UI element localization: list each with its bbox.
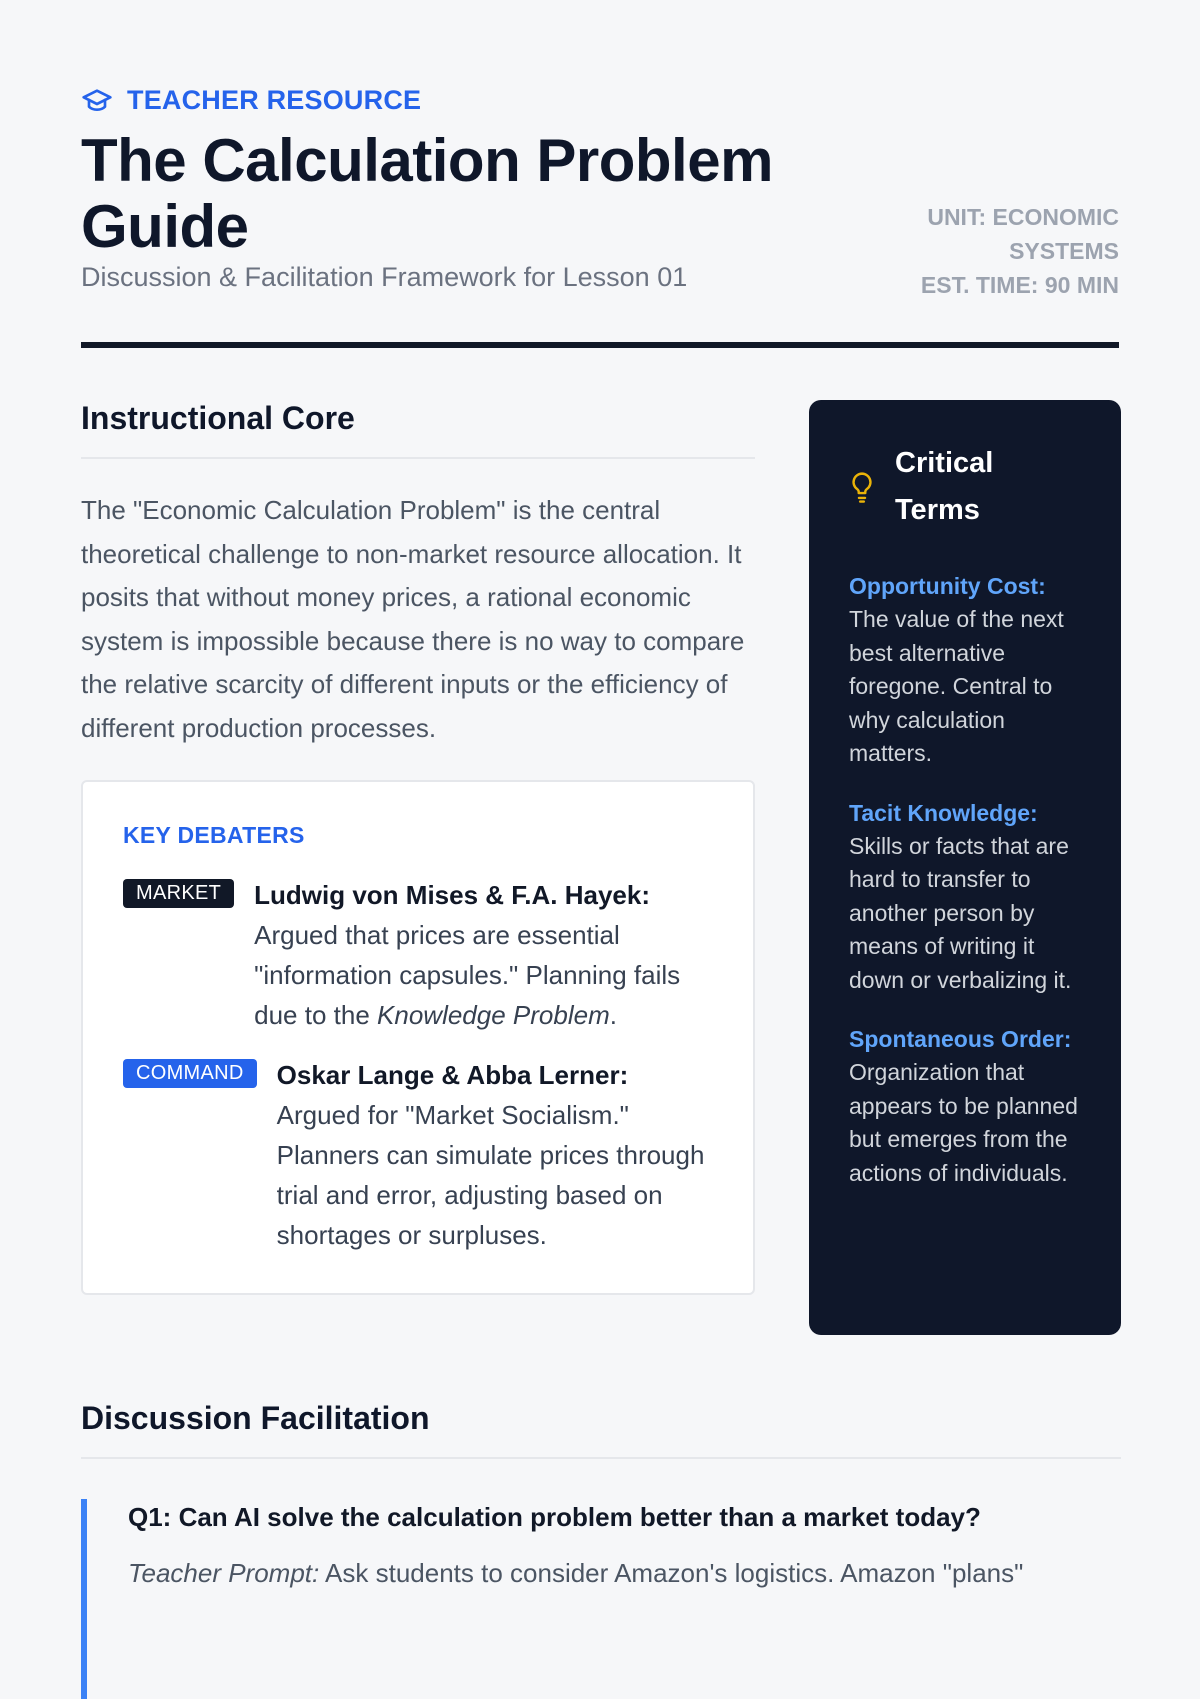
prompt-label: Teacher Prompt:: [128, 1558, 320, 1588]
question-title: Q1: Can AI solve the calculation problem better than a market today?: [128, 1502, 981, 1532]
page-title: The Calculation Problem Guide: [81, 127, 773, 260]
core-body: The "Economic Calculation Problem" is the central theoretical challenge to non-market resource allocation. It posits that without money prices, a rational economic system is impossible because there is no way to compare the relative scarcity of different inputs or the efficiency of different production processes.: [81, 495, 745, 743]
critical-terms-heading: [849, 440, 1081, 534]
term-item: [849, 1023, 1081, 1190]
discussion-facilitation: [81, 1400, 1121, 1699]
debater-name: Oskar Lange & Abba Lerner:: [276, 1060, 629, 1090]
term-definition: Organization that appears to be planned but emerges from the actions of individuals.: [849, 1059, 1078, 1186]
section-heading-core: Instructional Core: [81, 400, 755, 459]
page-subtitle: Discussion & Facilitation Framework for Lesson 01: [81, 262, 688, 292]
debater-text: [254, 875, 715, 1035]
debater-description: Argued that prices are essential "information capsules." Planning fails due to the: [254, 920, 681, 1030]
debater-description: Argued for "Market Socialism." Planners can simulate prices through trial and error, adjusting based on shortages or surpluses.: [276, 1100, 705, 1250]
debater-emphasis: Knowledge Problem: [377, 1000, 610, 1030]
debater-name: Ludwig von Mises & F.A. Hayek:: [254, 880, 650, 910]
instructional-core: [81, 400, 755, 1295]
eyebrow-label: TEACHER RESOURCE: [127, 84, 422, 115]
prompt-text: Ask students to consider Amazon's logistics. Amazon "plans": [319, 1558, 1024, 1588]
key-debaters-label: KEY DEBATERS: [123, 822, 305, 848]
market-badge: MARKET: [123, 879, 234, 908]
question-prompt: [128, 1553, 1121, 1593]
critical-terms-title: Critical Terms: [895, 447, 994, 526]
lesson-meta: [889, 200, 1119, 302]
term-definition: Skills or facts that are hard to transfer to another person by means of writing it down or verbalizing it.: [849, 832, 1072, 993]
term-definition: The value of the next best alternative foregone. Central to why calculation matters.: [849, 606, 1064, 766]
debater-item: [123, 875, 715, 1035]
debater-text: [277, 1055, 715, 1255]
graduation-cap-icon: [81, 84, 113, 116]
debater-tail: .: [609, 1000, 617, 1030]
critical-terms-panel: [809, 400, 1121, 1335]
lightbulb-icon: [849, 470, 875, 504]
key-debaters-card: [81, 780, 755, 1295]
term-item: [849, 570, 1081, 771]
term-name: Tacit Knowledge:: [849, 799, 1038, 826]
term-name: Spontaneous Order:: [849, 1026, 1072, 1052]
debater-item: [123, 1055, 715, 1255]
section-heading-discussion: Discussion Facilitation: [81, 1400, 1121, 1459]
term-name: Opportunity Cost:: [849, 573, 1046, 599]
eyebrow: [81, 84, 421, 116]
term-item: [849, 797, 1081, 998]
page-header: [81, 0, 1119, 348]
time-label: EST. TIME: 90 MIN: [920, 272, 1119, 298]
question-item: [81, 1499, 1121, 1699]
unit-label: UNIT: ECONOMIC SYSTEMS: [927, 204, 1119, 264]
command-badge: COMMAND: [123, 1059, 257, 1088]
